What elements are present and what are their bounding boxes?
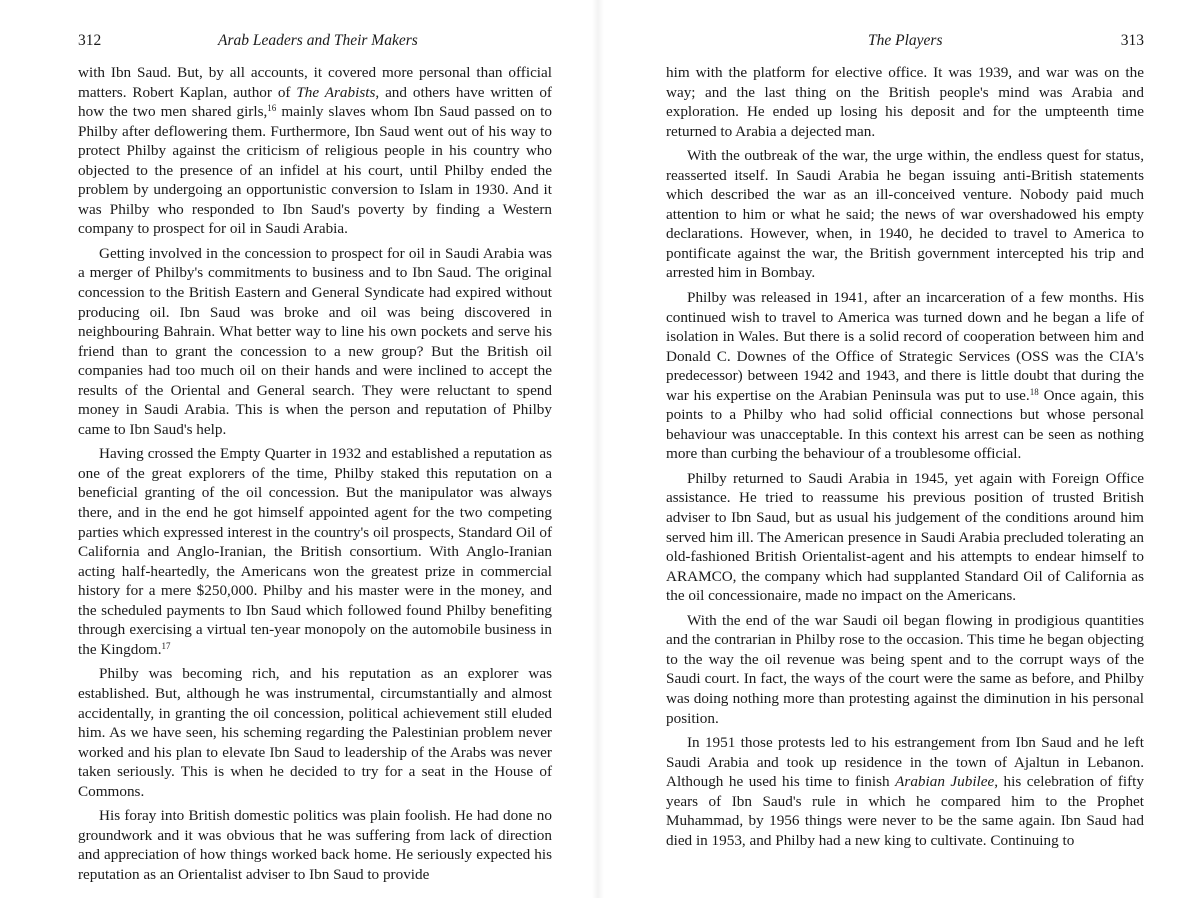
text-run: Having crossed the Empty Quarter in 1932 and established a reputation as one of the great explorers of the time, Philby staked this reputation on a beneficial granting of the oil concession. But the manipulator was always there, and in the end he got himself appointed agent for the two competing parties which expressed interest in the country's oil prospects, Standard Oil of California and Anglo-Iranian, the British consortium. With Anglo-Iranian acting half-heartedly, the Americans won the greatest prize in commercial history for a mere $250,000. Philby and his master were in the money, and the scheduled payments to Ibn Saud which followed found Philby benefiting through exercising a virtual ten-year monopoly on the automobile business in the Kingdom. bbox=[78, 445, 552, 658]
paragraph bbox=[78, 806, 552, 884]
left-running-head bbox=[78, 29, 552, 53]
text-run: In 1951 those protests led to his estrangement from Ibn Saud and he left Saudi Arabia and took up residence in the town of Ajaltun in Lebanon. Although he used his time to finish bbox=[666, 734, 1144, 791]
right-running-head bbox=[666, 29, 1144, 53]
text-run: Philby was becoming rich, and his reputation as an explorer was established. But, although he was instrumental, circumstantially and almost accidentally, in granting the oil concession, political achievement still eluded him. As we have seen, his scheming regarding the Palestinian problem never worked and his plan to elevate Ibn Saud to leadership of the Arabs was never taken seriously. This is when he decided to try for a seat in the House of Commons. bbox=[78, 665, 552, 800]
paragraph bbox=[666, 733, 1144, 850]
paragraph bbox=[78, 664, 552, 801]
paragraph bbox=[666, 288, 1144, 464]
right-page bbox=[598, 0, 1195, 898]
paragraph bbox=[78, 444, 552, 659]
text-run: His foray into British domestic politics was plain foolish. He had done no groundwork and it was obvious that he was suffering from lack of direction and appreciation of how things worked back home. He seriously expected his reputation as an Orientalist adviser to Ibn Saud to provide bbox=[78, 807, 552, 883]
text-run: Philby was released in 1941, after an incarceration of a few months. His continued wish to travel to America was turned down and he began a life of isolation in Wales. But there is a solid record of cooperation between him and Donald C. Downes of the Office of Strategic Services (OSS was the CIA's predecessor) between 1942 and 1943, and there is little doubt that during the war his expertise on the Arabian Peninsula was put to use. bbox=[666, 289, 1144, 404]
right-running-title: The Players bbox=[868, 32, 943, 49]
footnote-ref: 16 bbox=[267, 103, 277, 114]
left-page-number: 312 bbox=[78, 32, 102, 49]
text-run: him with the platform for elective office. It was 1939, and war was on the way; and the last thing on the British people's mind was Arabia and exploration. He ended up losing his deposit and for the umpteenth time returned to Arabia a dejected man. bbox=[666, 64, 1144, 140]
right-page-number: 313 bbox=[1120, 32, 1144, 49]
text-run: Philby returned to Saudi Arabia in 1945, yet again with Foreign Office assistance. He tried to reassume his previous position of trusted British adviser to Ibn Saud, but as usual his judgement of the conditions around him served him ill. The American presence in Saudi Arabia precluded tolerating an old-fashioned British Orientalist-agent and his attempts to endear himself to ARAMCO, the company which had supplanted Standard Oil of California as the oil concessionaire, made no impact on the Americans. bbox=[666, 469, 1144, 605]
footnote-ref: 18 bbox=[1029, 386, 1039, 397]
right-page-text bbox=[666, 63, 1144, 850]
text-run: , his celebration of fifty years of Ibn Saud's rule in which he compared him to the Prophet Muhammad, by 1956 things were never to be the same again. Ibn Saud had died in 1953, and Philby had a new king to cultivate. Continuing to bbox=[666, 773, 1144, 849]
text-run: mainly slaves whom Ibn Saud passed on to Philby after deflowering them. Furthermore, Ibn Saud went out of his way to protect Philby against the criticism of religious people in his country who objected to the presence of an infidel at his court, until Philby ended the problem by undergoing an opportunistic conversion to Islam in 1930. And it was Philby who responded to Ibn Saud's poverty by finding a Western company to prospect for oil in Saudi Arabia. bbox=[78, 103, 552, 238]
text-run: , and others have written of how the two men shared girls, bbox=[78, 83, 552, 121]
text-run: With the end of the war Saudi oil began flowing in prodigious quantities and the contrarian in Philby rose to the occasion. This time he began objecting to the way the oil revenue was being spent and to the corrupt ways of the Saudi court. In fact, the ways of the court were the same as before, and Philby was doing nothing more than protesting against the diminution in his personal position. bbox=[666, 611, 1144, 727]
text-run: Once again, this points to a Philby who had solid official connections but whose personal behaviour was unacceptable. In this context his arrest can be seen as nothing more than curbing the behaviour of a troublesome official. bbox=[666, 386, 1144, 463]
paragraph bbox=[666, 146, 1144, 283]
text-run: Getting involved in the concession to prospect for oil in Saudi Arabia was a merger of Philby's commitments to business and to Ibn Saud. The original concession to the British Eastern and General Syndicate had expired without producing oil. Ibn Saud was broke and oil was being discovered in neighbouring Bahrain. What better way to line his own pockets and serve his friend than to grant the concession to a new group? But the British oil companies had too much oil on their hands and were inclined to accept the results of the Oriental and General search. They were reluctant to spend money in Saudi Arabia. This is when the person and reputation of Philby came to Ibn Saud's help. bbox=[78, 244, 552, 438]
italic-title: The Arabists bbox=[296, 83, 376, 101]
paragraph bbox=[78, 63, 552, 239]
italic-title: Arabian Jubilee bbox=[895, 773, 995, 791]
text-run: With the outbreak of the war, the urge within, the endless quest for status, reasserted itself. In Saudi Arabia he began issuing anti-British statements which described the war as an ill-conceived venture. Nobody paid much attention to him or what he said; the news of war overshadowed his empty declarations. However, when, in 1940, he decided to travel to America to pontificate against the war, the British government intercepted his trip and arrested him in Bombay. bbox=[666, 147, 1144, 282]
paragraph bbox=[78, 244, 552, 439]
left-running-title: Arab Leaders and Their Makers bbox=[218, 32, 418, 49]
paragraph bbox=[666, 469, 1144, 606]
paragraph bbox=[666, 63, 1144, 141]
footnote-ref: 17 bbox=[161, 640, 171, 651]
left-page-text bbox=[78, 63, 552, 884]
text-run: with Ibn Saud. But, by all accounts, it covered more personal than official matters. Robert Kaplan, author of bbox=[78, 64, 552, 101]
paragraph bbox=[666, 611, 1144, 728]
